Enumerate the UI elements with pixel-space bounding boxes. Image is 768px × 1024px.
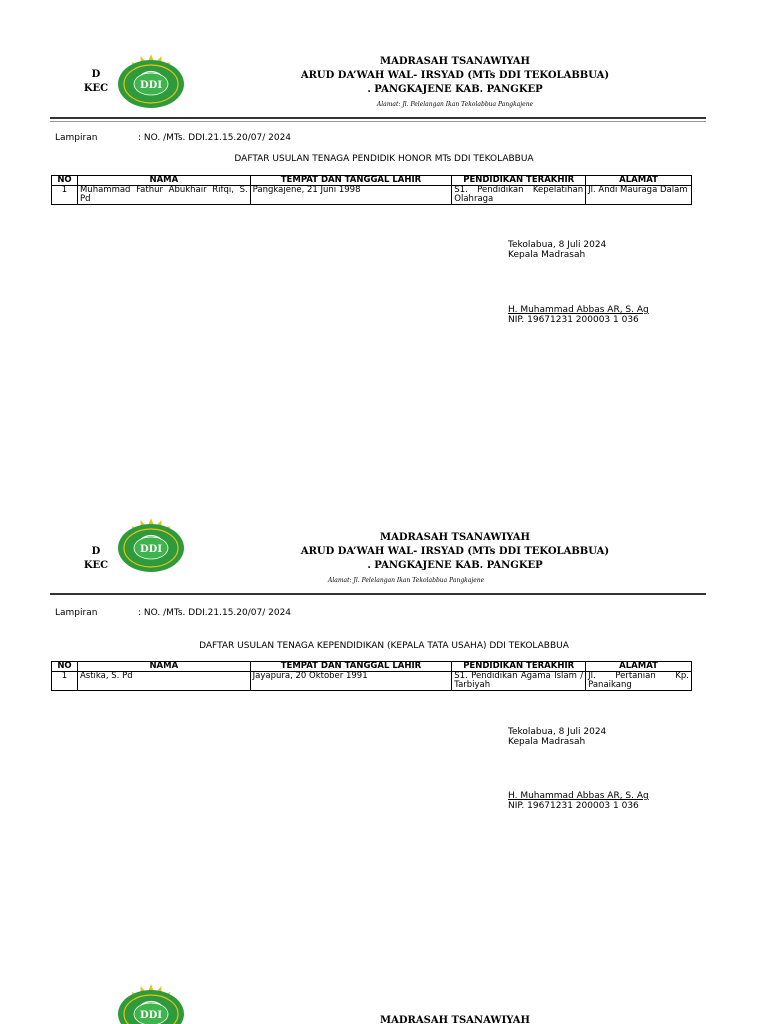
address: Alamat: Jl. Pelelangan Ikan Tekolabbua Pangkajene <box>328 577 485 584</box>
header-nama: NAMA <box>77 662 250 672</box>
cell-no: 1 <box>52 186 78 205</box>
cell-ttl: Pangkajene, 21 Juni 1998 <box>250 186 452 205</box>
header-no: NO <box>52 176 78 186</box>
address: Alamat: Jl. Pelelangan Ikan Tekolabbua Pangkajene <box>376 101 534 108</box>
signature-block <box>508 240 606 260</box>
signature-name-block <box>508 791 649 811</box>
header-alamat: ALAMAT <box>586 662 692 672</box>
cell-alamat: Jl. Andi Mauraga Dalam <box>586 186 692 205</box>
ddi-logo-icon <box>116 518 186 574</box>
logo <box>116 984 186 1024</box>
left-code-line2: KEC <box>83 83 109 94</box>
ddi-logo-icon <box>116 54 186 110</box>
title-line2: ARUD DA’WAH WAL- IRSYAD (MTs DDI TEKOLABBUA) <box>300 70 610 81</box>
title-line2: ARUD DA’WAH WAL- IRSYAD (MTs DDI TEKOLABBUA) <box>300 546 610 557</box>
ddi-logo-icon <box>116 984 186 1024</box>
sign-name: H. Muhammad Abbas AR, S. Ag <box>508 791 649 801</box>
header-pendidikan: PENDIDIKAN TERAKHIR <box>452 662 586 672</box>
left-code <box>76 68 116 96</box>
cell-nama: Muhammad Fathur Abukhair Rifqi, S. Pd <box>77 186 250 205</box>
signature-block <box>508 727 606 747</box>
table-header-row <box>52 176 692 186</box>
logo <box>116 54 186 110</box>
header-rule <box>50 593 706 595</box>
lampiran-value: : NO. /MTs. DDI.21.15.20/07/ 2024 <box>138 133 292 143</box>
letterhead-title <box>290 531 620 586</box>
lampiran-label: Lampiran <box>55 608 98 618</box>
left-code <box>76 545 116 573</box>
title-line1: MADRASAH TSANAWIYAH <box>380 56 530 67</box>
letterhead-title <box>290 55 620 110</box>
header-ttl: TEMPAT DAN TANGGAL LAHIR <box>250 662 452 672</box>
list-title: DAFTAR USULAN TENAGA PENDIDIK HONOR MTs DDI TEKOLABBUA <box>234 154 534 164</box>
logo <box>116 518 186 574</box>
letterhead-title <box>290 1014 620 1024</box>
left-code-line1: D <box>91 546 101 557</box>
header-alamat: ALAMAT <box>586 176 692 186</box>
sign-nip: NIP. 19671231 200003 1 036 <box>508 801 639 811</box>
left-code-line2: KEC <box>83 560 109 571</box>
sign-role: Kepala Madrasah <box>508 737 586 747</box>
cell-alamat: Jl. Pertanian Kp. Panaikang <box>586 672 692 691</box>
cell-nama: Astika, S. Pd <box>77 672 250 691</box>
cell-ttl: Jayapura, 20 Oktober 1991 <box>250 672 452 691</box>
cell-pendidikan: S1. Pendidikan Agama Islam / Tarbiyah <box>452 672 586 691</box>
sign-place-date: Tekolabua, 8 Juli 2024 <box>508 727 607 737</box>
header-nama: NAMA <box>77 176 250 186</box>
left-code-line1: D <box>91 69 101 80</box>
title-line1: MADRASAH TSANAWIYAH <box>380 532 530 543</box>
lampiran <box>55 132 291 144</box>
sign-role: Kepala Madrasah <box>508 250 586 260</box>
title-line3: . PANGKAJENE KAB. PANGKEP <box>367 560 543 571</box>
logo-text: DDI <box>139 544 163 555</box>
cell-no: 1 <box>52 672 78 691</box>
header-rule-thin <box>50 121 706 122</box>
table-row <box>52 672 692 691</box>
signature-name-block <box>508 305 649 325</box>
sign-name: H. Muhammad Abbas AR, S. Ag <box>508 305 649 315</box>
table-header-row <box>52 662 692 672</box>
sign-place-date: Tekolabua, 8 Juli 2024 <box>508 240 607 250</box>
table-row <box>52 186 692 205</box>
title-line3: . PANGKAJENE KAB. PANGKEP <box>367 84 543 95</box>
logo-text: DDI <box>139 1010 163 1021</box>
header-no: NO <box>52 662 78 672</box>
data-table <box>51 175 692 205</box>
cell-pendidikan: S1. Pendidikan Kepelatihan Olahraga <box>452 186 586 205</box>
logo-text: DDI <box>139 80 163 91</box>
header-pendidikan: PENDIDIKAN TERAKHIR <box>452 176 586 186</box>
header-ttl: TEMPAT DAN TANGGAL LAHIR <box>250 176 452 186</box>
header-rule <box>50 117 706 119</box>
lampiran <box>55 607 291 619</box>
lampiran-value: : NO. /MTs. DDI.21.15.20/07/ 2024 <box>138 608 292 618</box>
list-title: DAFTAR USULAN TENAGA KEPENDIDIKAN (KEPALA TATA USAHA) DDI TEKOLABBUA <box>199 641 569 651</box>
title-line1: MADRASAH TSANAWIYAH <box>380 1015 530 1024</box>
sign-nip: NIP. 19671231 200003 1 036 <box>508 315 639 325</box>
data-table <box>51 661 692 691</box>
lampiran-label: Lampiran <box>55 133 98 143</box>
